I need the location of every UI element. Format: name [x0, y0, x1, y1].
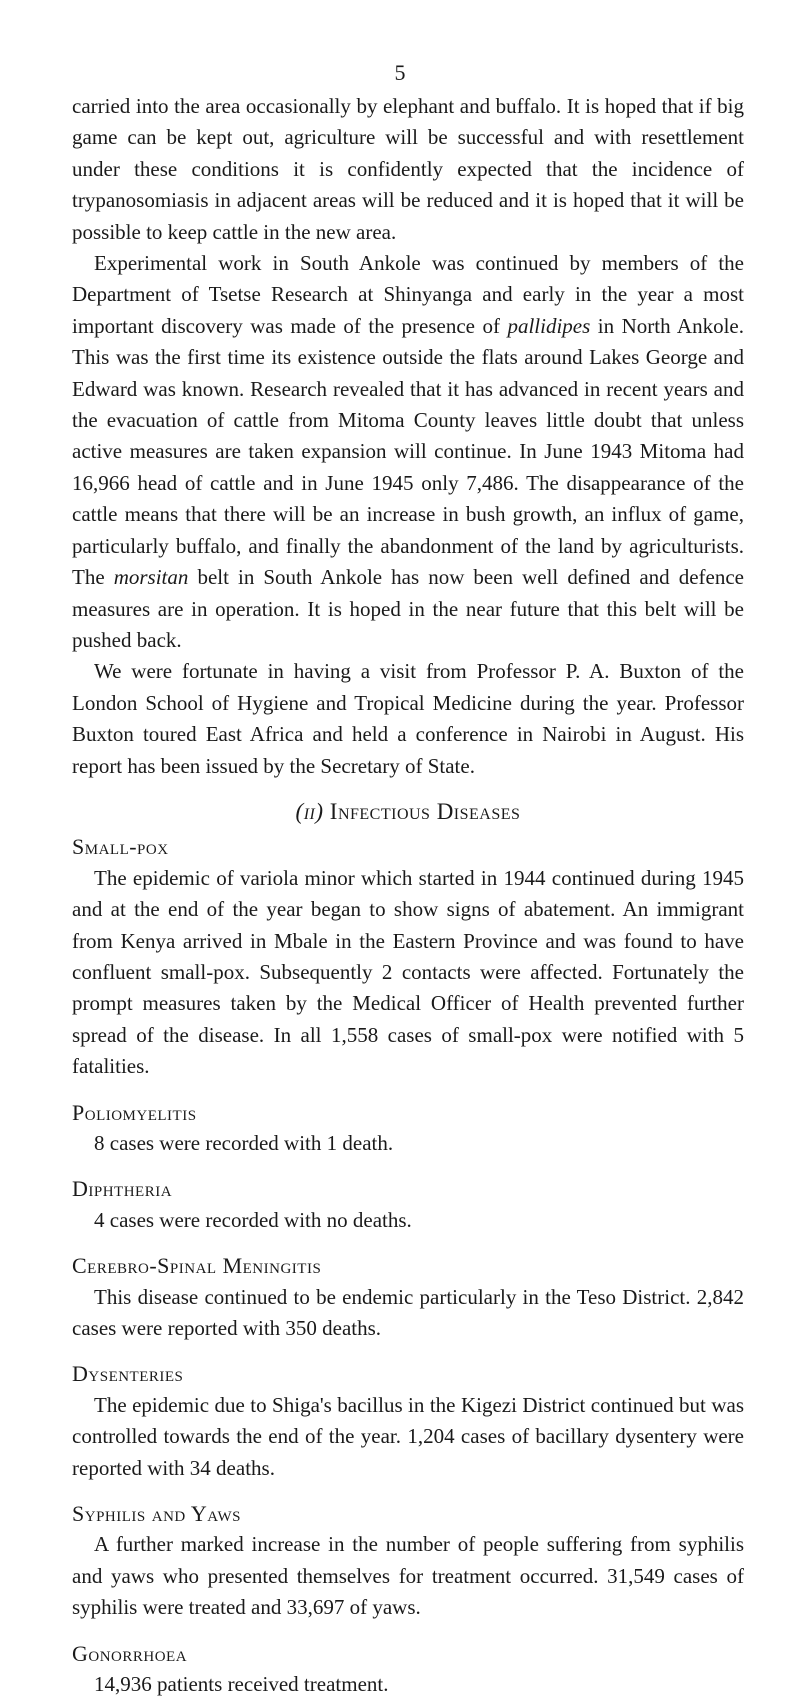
body-text: [72, 91, 744, 1701]
heading-syphilis-yaws: Syphilis and Yaws: [72, 1501, 241, 1527]
paragraph-experimental-work: [72, 248, 744, 656]
paragraph-tsetse-intro: carried into the area occasionally by elephant and buffalo. It is hoped that if big game can be kept out, agriculture will be successful and with resettlement under these conditions it is confidently expected that the incidence of trypanosomiasis in adjacent areas will be reduced and it is hoped that it will be possible to keep cattle in the new area.: [72, 94, 744, 244]
page-number: 5: [394, 60, 406, 85]
paragraph-small-pox: The epidemic of variola minor which started in 1944 continued during 1945 and at the end of the year began to show signs of abatement. An immigrant from Kenya arrived in Mbale in the Eastern Province and was found to have confluent small-pox. Subsequently 2 contacts were affected. Fortunately the prompt measures taken by the Medical Officer of Health prevented further spread of the disease. In all 1,558 cases of small-pox were notified with 5 fatalities.: [72, 865, 744, 1079]
paragraph-text: in North Ankole. This was the first time its existence outside the flats around Lakes George and Edward was known. Research revealed that it has advanced in recent years and the evacuation of cattle from Mitoma County leaves little doubt that unless active measures are taken expansion will continue. In June 1943 Mitoma had 16,966 head of cattle and in June 1945 only 7,486. The disappearance of the cattle means that there will be an increase in bush growth, an influx of game, particularly buffalo, and finally the abandonment of the land by agriculturists. The: [72, 313, 744, 590]
heading-dysenteries: Dysenteries: [72, 1361, 184, 1387]
paragraph-dysenteries: The epidemic due to Shiga's bacillus in the Kigezi District continued but was controlled towards the end of the year. 1,204 cases of bacillary dysentery were reported with 34 deaths.: [72, 1392, 744, 1480]
paragraph-buxton-visit: We were fortunate in having a visit from Professor P. A. Buxton of the London School of Hygiene and Tropical Medicine during the year. Professor Buxton toured East Africa and held a conference in Nairobi in August. His report has been issued by the Secretary of State.: [72, 659, 744, 778]
paragraph-syphilis-yaws: A further marked increase in the number of people suffering from syphilis and yaws who presented themselves for treatment occurred. 31,549 cases of syphilis were treated and 33,697 of yaws.: [72, 1532, 744, 1620]
paragraph-diphtheria: 4 cases were recorded with no deaths.: [94, 1207, 412, 1232]
heading-diphtheria: Diphtheria: [72, 1176, 173, 1202]
heading-small-pox: Small-pox: [72, 834, 169, 860]
paragraph-text: belt in South Ankole has now been well defined and defence measures are in operation. It is hoped in the near future that this belt will be pushed back.: [72, 565, 744, 652]
species-name: morsitan: [113, 565, 189, 590]
species-name: pallidipes: [507, 313, 591, 338]
heading-poliomyelitis: Poliomyelitis: [72, 1099, 197, 1125]
section-title-text: Infectious Diseases: [329, 798, 521, 824]
section-number: (ii): [295, 798, 324, 824]
paragraph-text: Experimental work in South Ankole was continued by members of the Department of Tsetse Research at Shinyanga and early in the year a most important discovery was made of the presence of: [72, 251, 744, 338]
paragraph-poliomyelitis: 8 cases were recorded with 1 death.: [94, 1131, 394, 1155]
paragraph-gonorrhoea: 14,936 patients received treatment.: [94, 1672, 389, 1697]
section-title: [72, 796, 744, 827]
paragraph-meningitis: This disease continued to be endemic particularly in the Teso District. 2,842 cases were reported with 350 deaths.: [72, 1284, 744, 1341]
heading-meningitis: Cerebro-Spinal Meningitis: [72, 1253, 322, 1279]
heading-gonorrhoea: Gonorrhoea: [72, 1640, 188, 1666]
